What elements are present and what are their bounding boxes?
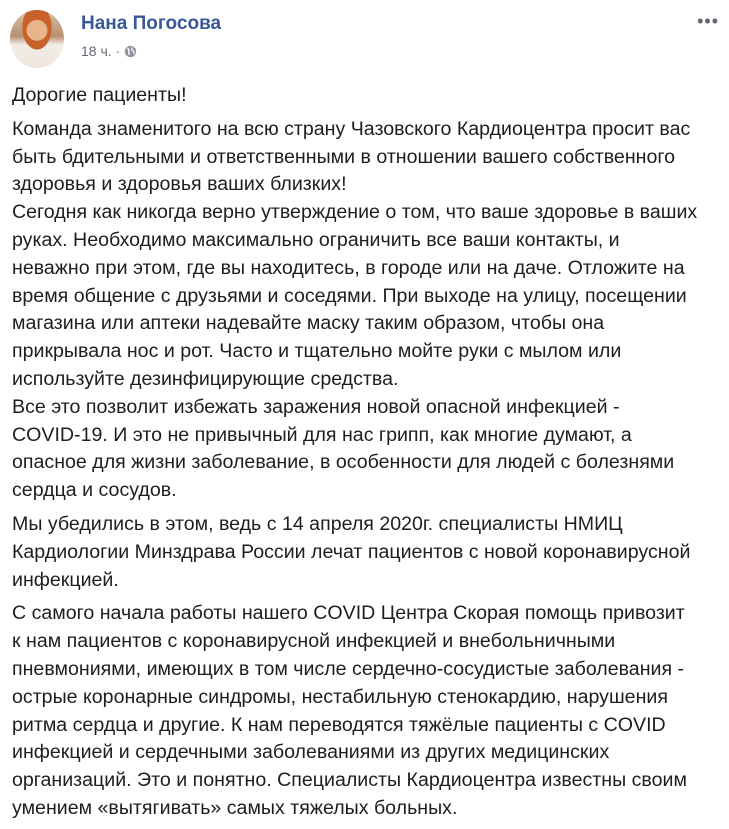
- post-paragraph: [12, 82, 697, 110]
- post-meta: [81, 43, 137, 59]
- post-text-line: Дорогие пациенты!: [12, 84, 187, 106]
- post-text-line: неважно при этом, где вы находитесь, в городе или на даче. Отложите на: [12, 256, 685, 279]
- post-text-line: ритма сердца и другие. К нам переводятся тяжёлые пациенты с COVID: [12, 713, 666, 736]
- globe-icon[interactable]: [124, 45, 137, 58]
- post-text-line: пневмониями, имеющих в том числе сердечно-сосудистые заболевания -: [12, 657, 685, 680]
- post-header: [10, 10, 719, 70]
- post-text-line: инфекцией.: [12, 568, 119, 591]
- post-text-line: Все это позволит избежать заражения новой опасной инфекцией -: [12, 395, 620, 418]
- post-text-line: быть бдительными и ответственными в отношении вашего собственного: [12, 145, 675, 168]
- post-text-line: используйте дезинфицирующие средства.: [12, 367, 399, 390]
- separator: ·: [115, 43, 121, 59]
- post-text-line: Команда знаменитого на всю страну Чазовского Кардиоцентра просит вас: [12, 117, 691, 140]
- post-paragraph: [12, 511, 697, 594]
- post-text-line: руках. Необходимо максимально ограничить все ваши контакты, и: [12, 228, 620, 251]
- post-text-line: опасное для жизни заболевание, в особенности для людей с болезнями: [12, 451, 675, 474]
- post-text-line: Мы убедились в этом, ведь с 14 апреля 2020г. специалисты НМИЦ: [12, 512, 623, 535]
- post-text-line: С самого начала работы нашего COVID Центра Скорая помощь привозит: [12, 602, 685, 625]
- post-text-line: острые коронарные синдромы, нестабильную стенокардию, нарушения: [12, 685, 668, 708]
- avatar[interactable]: [10, 10, 64, 68]
- post-text-line: магазина или аптеки надевайте маску таким образом, чтобы она: [12, 312, 605, 335]
- post-paragraph: [12, 116, 697, 505]
- author-name[interactable]: Нана Погосова: [81, 13, 222, 34]
- post-text-line: сердца и сосудов.: [12, 479, 177, 502]
- post-text-line: Кардиологии Минздрава России лечат пациентов с новой коронавирусной: [12, 540, 691, 563]
- post-text-line: здоровья и здоровья ваших близких!: [12, 173, 347, 196]
- post-text-line: Сегодня как никогда верно утверждение о том, что ваше здоровье в ваших: [12, 201, 698, 224]
- post-text-line: организаций. Это и понятно. Специалисты Кардиоцентра известны своим: [12, 769, 687, 792]
- post-text-line: время общение с друзьями и соседями. При выходе на улицу, посещении: [12, 284, 687, 307]
- post-body: [12, 82, 697, 829]
- more-options-icon[interactable]: •••: [697, 11, 719, 31]
- post-paragraph: [12, 600, 697, 822]
- post-text-line: к нам пациентов с коронавирусной инфекцией и внебольничными: [12, 630, 616, 653]
- post-text-line: умением «вытягивать» самых тяжелых больных.: [12, 796, 458, 819]
- post-time[interactable]: 18 ч.: [81, 43, 112, 59]
- post-text-line: прикрывала нос и рот. Часто и тщательно мойте руки с мылом или: [12, 340, 622, 363]
- post-text-line: инфекцией и сердечными заболеваниями из других медицинских: [12, 741, 610, 764]
- post-text-line: COVID-19. И это не привычный для нас грипп, как многие думают, а: [12, 423, 632, 446]
